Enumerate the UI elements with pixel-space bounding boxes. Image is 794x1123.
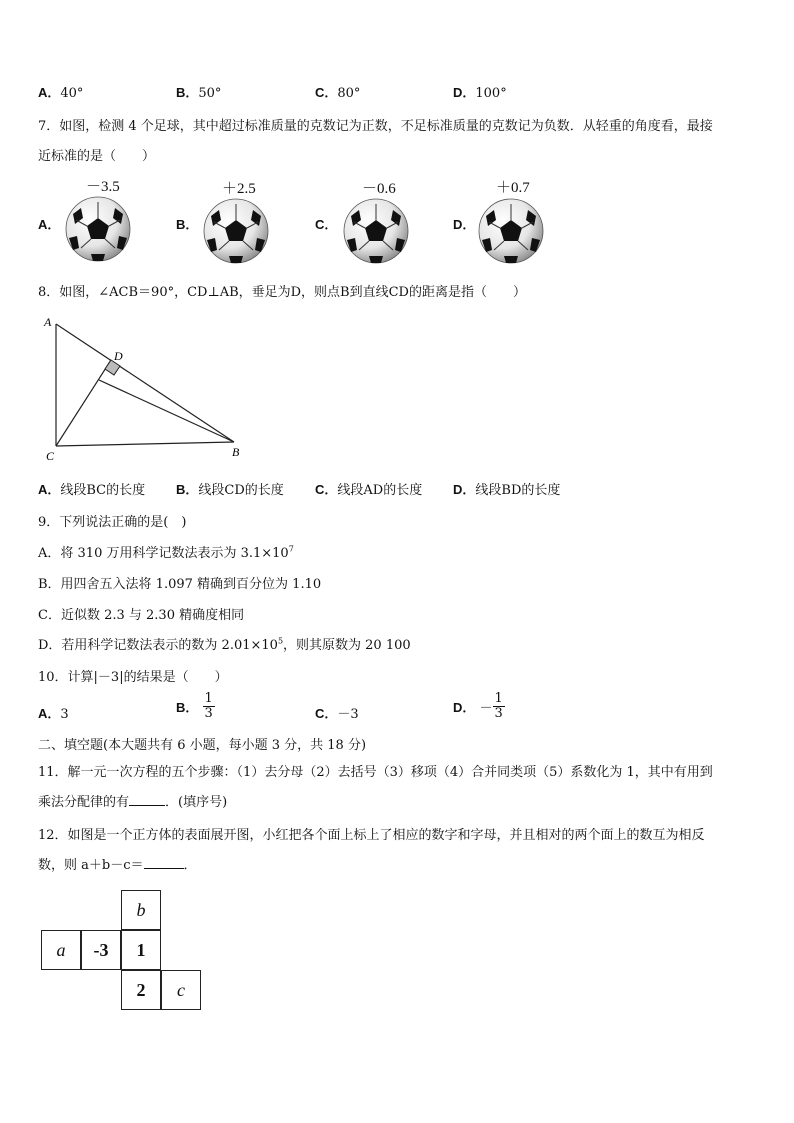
q7-stem-line1: 7．如图，检测 4 个足球，其中超过标准质量的克数记为正数，不足标准质量的克数记为负数．从轻重的角度看，最接 xyxy=(38,119,713,134)
denominator: 3 xyxy=(204,706,213,721)
q12-stem-line2 xyxy=(38,854,197,873)
point-b-label: B xyxy=(232,445,240,459)
q8-stem: 8．如图，∠ACB＝90°，CD⊥AB，垂足为D，则点B到直线CD的距离是指（ ） xyxy=(38,285,526,300)
exponent: 5 xyxy=(277,636,284,646)
ball-c-label: C． xyxy=(315,217,338,232)
soccer-ball-icon xyxy=(65,196,131,262)
q9-option-a xyxy=(38,542,294,561)
option-text: 50° xyxy=(198,86,222,101)
text: ． xyxy=(183,858,197,873)
minus-sign: － xyxy=(479,701,493,716)
denominator: 3 xyxy=(494,706,503,721)
soccer-ball-icon xyxy=(478,198,544,264)
answer-blank[interactable] xyxy=(129,793,165,806)
q7-stem-line2: 近标准的是（ ） xyxy=(38,149,156,164)
option-text: 100° xyxy=(475,86,507,101)
option-text: 3 xyxy=(60,707,69,722)
option-label: C． xyxy=(315,706,338,721)
q11-stem-line2 xyxy=(38,791,227,810)
option-text: 40° xyxy=(60,86,84,101)
text: ．(填序号) xyxy=(165,795,228,810)
ball-d-label: D． xyxy=(453,217,476,232)
exponent: 7 xyxy=(288,544,294,554)
option-label: D． xyxy=(453,85,476,100)
q12-stem-line1: 12．如图是一个正方体的表面展开图，小红把各个面上标上了相应的数字和字母，并且相对的两个面上的数互为相反 xyxy=(38,828,705,843)
q8-option-c xyxy=(315,479,422,498)
ball-d-value: ＋0.7 xyxy=(496,180,530,196)
numerator: 1 xyxy=(494,691,503,706)
q6-option-b xyxy=(176,82,221,101)
ball-a-label: A． xyxy=(38,217,61,232)
option-text: －3 xyxy=(337,707,359,722)
right-triangle-figure xyxy=(38,310,258,465)
net-cell-minus3: -3 xyxy=(81,930,121,970)
text: 乘法分配律的有 xyxy=(38,795,130,810)
option-text: 线段AD的长度 xyxy=(337,483,423,498)
q9-option-d xyxy=(38,634,411,653)
q9-stem: 9．下列说法正确的是( ) xyxy=(38,515,187,530)
option-text: 线段CD的长度 xyxy=(198,483,284,498)
ball-b-label: B． xyxy=(176,217,199,232)
q10-option-c xyxy=(315,703,359,722)
ball-a-value: －3.5 xyxy=(86,179,120,195)
option-label: D． xyxy=(453,482,476,497)
ball-c-value: －0.6 xyxy=(362,181,396,197)
soccer-ball-icon xyxy=(343,198,409,264)
q6-option-d xyxy=(453,82,507,101)
q9-option-c: C．近似数 2.3 与 2.30 精确度相同 xyxy=(38,608,245,623)
option-label: B． xyxy=(176,85,199,100)
option-label: B． xyxy=(176,482,199,497)
answer-blank[interactable] xyxy=(144,856,184,869)
q10-option-b xyxy=(176,692,215,721)
option-text: 80° xyxy=(337,86,361,101)
q10-stem: 10．计算|－3|的结果是（ ） xyxy=(38,670,228,685)
net-cell-1: 1 xyxy=(121,930,161,970)
option-text: D．若用科学记数法表示的数为 2.01×10 xyxy=(38,638,278,653)
option-label: A． xyxy=(38,706,61,721)
option-label: D． xyxy=(453,700,476,715)
q8-option-b xyxy=(176,479,284,498)
section-heading: 二、填空题(本大题共有 6 小题，每小题 3 分，共 18 分) xyxy=(38,738,367,753)
fraction xyxy=(493,692,505,721)
q11-stem-line1: 11．解一元一次方程的五个步骤：（1）去分母（2）去括号（3）移项（4）合并同类项（5）系数化为 1，其中有用到 xyxy=(38,765,713,780)
net-cell-2: 2 xyxy=(121,970,161,1010)
q8-option-d xyxy=(453,479,560,498)
option-label: A． xyxy=(38,85,61,100)
q6-option-c xyxy=(315,82,360,101)
option-label: B． xyxy=(176,700,199,715)
q10-option-a xyxy=(38,703,69,722)
net-cell-b: b xyxy=(121,890,161,930)
option-label: A． xyxy=(38,482,61,497)
option-label: C． xyxy=(315,482,338,497)
soccer-ball-icon xyxy=(203,198,269,264)
numerator: 1 xyxy=(204,691,213,706)
net-cell-c: c xyxy=(161,970,201,1010)
point-a-label: A xyxy=(44,315,52,329)
q8-option-a xyxy=(38,479,145,498)
point-c-label: C xyxy=(46,449,55,463)
option-text: A．将 310 万用科学记数法表示为 3.1×10 xyxy=(38,546,289,561)
fraction xyxy=(203,692,215,721)
option-text: 线段BC的长度 xyxy=(60,483,146,498)
point-d-label: D xyxy=(114,349,123,363)
q6-option-a xyxy=(38,82,83,101)
text: 数，则 a＋b－c＝ xyxy=(38,858,144,873)
q10-option-d xyxy=(453,692,505,721)
net-cell-a: a xyxy=(41,930,81,970)
option-text: 线段BD的长度 xyxy=(475,483,561,498)
option-label: C． xyxy=(315,85,338,100)
ball-b-value: ＋2.5 xyxy=(222,181,256,197)
q9-option-b: B．用四舍五入法将 1.097 精确到百分位为 1.10 xyxy=(38,577,322,592)
option-text: ，则其原数为 20 100 xyxy=(283,638,411,653)
